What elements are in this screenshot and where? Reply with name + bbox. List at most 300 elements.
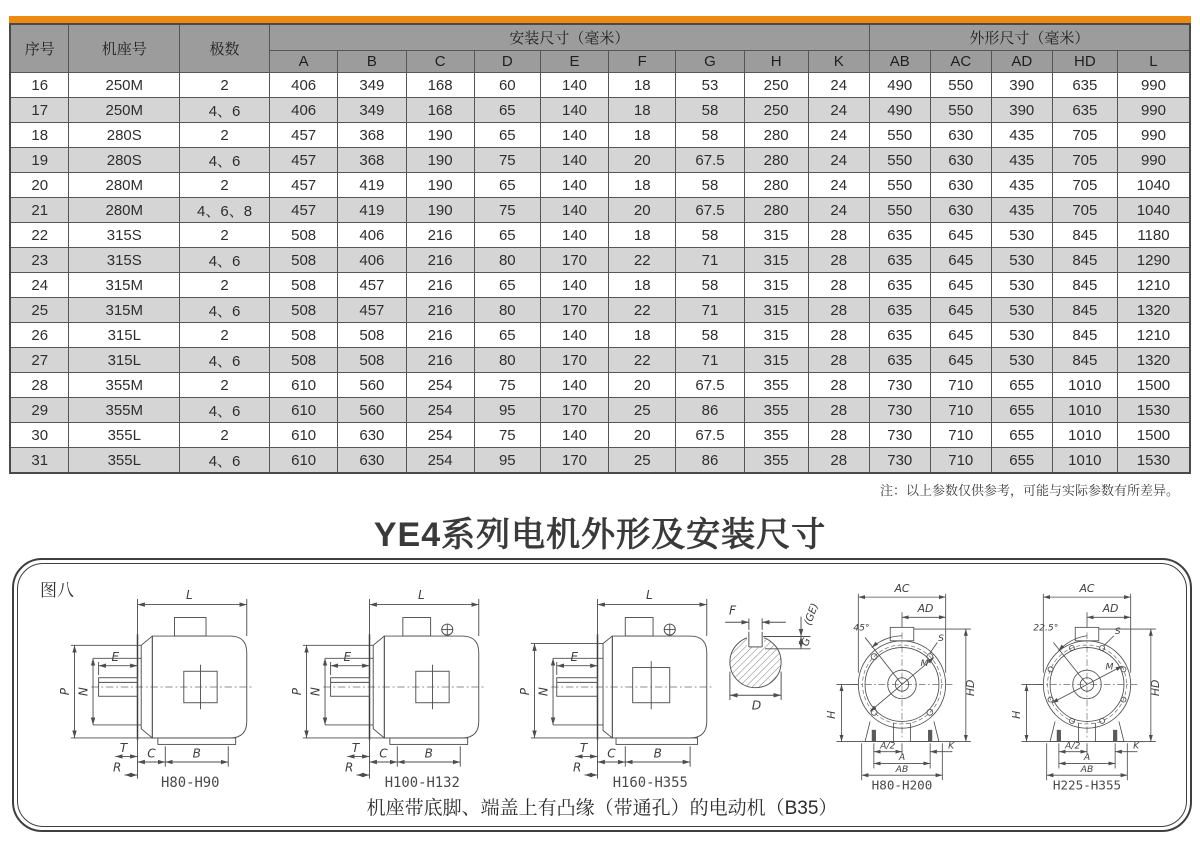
sub-header-HD: HD <box>1052 51 1117 73</box>
end-view-drawing-h80-h200 <box>818 582 986 792</box>
col-group-overall-dims: 外形尺寸（毫米） <box>869 24 1190 51</box>
dim-label-AC: AC <box>894 582 910 596</box>
dim-label-K: K <box>1133 740 1140 752</box>
table-cell: 28 <box>808 448 869 474</box>
table-cell: 20 <box>609 423 676 448</box>
table-cell: 315 <box>744 348 808 373</box>
table-cell: 24 <box>808 73 869 98</box>
table-cell: 457 <box>270 123 338 148</box>
table-cell: 2 <box>180 423 270 448</box>
table-cell: 25 <box>609 448 676 474</box>
table-cell: 23 <box>10 248 69 273</box>
end-view-label: H225-H355 <box>1052 777 1122 792</box>
end-view-drawing-h225-h355 <box>1003 582 1171 792</box>
dim-label-F: F <box>728 603 737 618</box>
table-cell: 280 <box>744 148 808 173</box>
table-cell: 75 <box>474 373 540 398</box>
dim-label-A: A <box>898 752 906 764</box>
table-cell: 315L <box>69 323 180 348</box>
table-cell: 406 <box>270 98 338 123</box>
table-cell: 71 <box>676 348 744 373</box>
table-cell: 705 <box>1052 148 1117 173</box>
table-cell: 635 <box>869 323 930 348</box>
table-cell: 2 <box>180 373 270 398</box>
table-cell: 75 <box>474 198 540 223</box>
table-cell: 86 <box>676 398 744 423</box>
table-cell: 1530 <box>1117 398 1190 423</box>
table-cell: 67.5 <box>676 423 744 448</box>
table-cell: 645 <box>930 273 991 298</box>
table-cell: 530 <box>991 223 1052 248</box>
table-cell: 990 <box>1117 123 1190 148</box>
table-cell: 710 <box>930 423 991 448</box>
table-cell: 71 <box>676 248 744 273</box>
dim-label-E: E <box>570 650 579 665</box>
table-cell: 419 <box>338 198 406 223</box>
table-cell: 845 <box>1052 323 1117 348</box>
table-cell: 140 <box>540 123 608 148</box>
col-group-install-dims: 安装尺寸（毫米） <box>270 24 870 51</box>
dim-label-H: H <box>1009 710 1023 719</box>
table-cell: 216 <box>406 248 474 273</box>
table-cell: 635 <box>869 298 930 323</box>
table-cell: 705 <box>1052 123 1117 148</box>
table-cell: 18 <box>609 323 676 348</box>
table-cell: 254 <box>406 423 474 448</box>
table-cell: 80 <box>474 248 540 273</box>
table-cell: 65 <box>474 173 540 198</box>
table-cell: 630 <box>930 148 991 173</box>
table-cell: 610 <box>270 398 338 423</box>
table-cell: 28 <box>808 348 869 373</box>
table-cell: 1010 <box>1052 423 1117 448</box>
dim-label-AC: AC <box>1079 582 1095 596</box>
table-cell: 140 <box>540 223 608 248</box>
figure-number-label: 图八 <box>40 581 74 600</box>
table-cell: 24 <box>808 148 869 173</box>
table-cell: 406 <box>338 248 406 273</box>
table-cell: 140 <box>540 148 608 173</box>
dim-label-P: P <box>517 688 532 696</box>
table-cell: 140 <box>540 98 608 123</box>
table-row <box>10 373 1190 398</box>
dim-label-M: M <box>1105 661 1114 673</box>
table-cell: 550 <box>930 98 991 123</box>
table-cell: 24 <box>808 173 869 198</box>
table-cell: 216 <box>406 348 474 373</box>
table-cell: 530 <box>991 323 1052 348</box>
table-cell: 630 <box>930 123 991 148</box>
table-cell: 550 <box>930 73 991 98</box>
table-cell: 168 <box>406 98 474 123</box>
header-row-groups <box>10 24 1190 51</box>
table-cell: 355 <box>744 398 808 423</box>
table-cell: 630 <box>338 448 406 474</box>
side-view-drawing-h160-h355 <box>516 584 729 790</box>
table-cell: 457 <box>270 148 338 173</box>
table-row <box>10 173 1190 198</box>
table-cell: 80 <box>474 348 540 373</box>
table-cell: 67.5 <box>676 373 744 398</box>
table-cell: 355L <box>69 448 180 474</box>
table-cell: 315 <box>744 323 808 348</box>
table-cell: 216 <box>406 223 474 248</box>
table-cell: 390 <box>991 98 1052 123</box>
table-cell: 75 <box>474 423 540 448</box>
figure-panel <box>12 558 1192 832</box>
table-cell: 280S <box>69 148 180 173</box>
dim-label-B: B <box>653 746 662 761</box>
table-cell: 645 <box>930 323 991 348</box>
table-cell: 645 <box>930 348 991 373</box>
table-cell: 190 <box>406 123 474 148</box>
table-cell: 53 <box>676 73 744 98</box>
table-cell: 2 <box>180 223 270 248</box>
table-cell: 28 <box>808 398 869 423</box>
table-cell: 71 <box>676 298 744 323</box>
table-cell: 216 <box>406 273 474 298</box>
table-cell: 80 <box>474 298 540 323</box>
dim-label-S: S <box>938 632 944 644</box>
dim-label-L: L <box>646 588 653 603</box>
table-cell: 710 <box>930 373 991 398</box>
dim-label-A-half: A/2 <box>880 740 896 752</box>
table-cell: 610 <box>270 423 338 448</box>
side-view-label: H80-H90 <box>161 775 220 790</box>
table-cell: 368 <box>338 148 406 173</box>
dim-label-A-half: A/2 <box>1065 740 1081 752</box>
table-cell: 168 <box>406 73 474 98</box>
table-cell: 845 <box>1052 298 1117 323</box>
table-cell: 990 <box>1117 148 1190 173</box>
dim-label-K: K <box>948 740 955 752</box>
table-cell: 58 <box>676 98 744 123</box>
table-cell: 170 <box>540 448 608 474</box>
table-cell: 710 <box>930 448 991 474</box>
table-cell: 250 <box>744 73 808 98</box>
table-cell: 645 <box>930 248 991 273</box>
table-cell: 170 <box>540 398 608 423</box>
disclaimer-note: 注：以上参数仅供参考，可能与实际参数有所差异。 <box>879 483 1179 498</box>
table-cell: 65 <box>474 98 540 123</box>
table-cell: 315S <box>69 223 180 248</box>
table-cell: 655 <box>991 373 1052 398</box>
dim-label-C: C <box>607 746 616 761</box>
table-cell: 406 <box>338 223 406 248</box>
table-cell: 4、6、8 <box>180 198 270 223</box>
table-cell: 315 <box>744 298 808 323</box>
table-cell: 28 <box>808 373 869 398</box>
table-cell: 355 <box>744 373 808 398</box>
figure-panel-inner-border <box>17 563 1187 827</box>
sub-header-A: A <box>270 51 338 73</box>
table-cell: 1320 <box>1117 298 1190 323</box>
table-cell: 60 <box>474 73 540 98</box>
table-cell: 550 <box>869 123 930 148</box>
sub-header-L: L <box>1117 51 1190 73</box>
dim-label-HD: HD <box>964 679 978 697</box>
dim-label-A: A <box>1083 752 1091 764</box>
table-cell: 24 <box>808 123 869 148</box>
table-cell: 530 <box>991 298 1052 323</box>
table-row <box>10 323 1190 348</box>
table-cell: 419 <box>338 173 406 198</box>
table-cell: 95 <box>474 448 540 474</box>
table-cell: 140 <box>540 173 608 198</box>
table-cell: 21 <box>10 198 69 223</box>
table-cell: 67.5 <box>676 198 744 223</box>
table-cell: 508 <box>270 298 338 323</box>
table-cell: 28 <box>808 248 869 273</box>
angle-annotation: 22.5° <box>1033 622 1059 634</box>
table-cell: 140 <box>540 323 608 348</box>
table-cell: 4、6 <box>180 298 270 323</box>
dim-label-L: L <box>418 588 425 603</box>
table-cell: 1010 <box>1052 448 1117 474</box>
table-cell: 315M <box>69 298 180 323</box>
table-cell: 2 <box>180 273 270 298</box>
table-cell: 635 <box>869 273 930 298</box>
table-cell: 140 <box>540 423 608 448</box>
table-cell: 4、6 <box>180 348 270 373</box>
table-cell: 355 <box>744 448 808 474</box>
figure-caption: 机座带底脚、端盖上有凸缘（带通孔）的电动机（B35） <box>366 798 838 819</box>
table-cell: 25 <box>10 298 69 323</box>
table-cell: 315 <box>744 273 808 298</box>
table-cell: 20 <box>10 173 69 198</box>
dim-label-R: R <box>112 760 122 775</box>
table-cell: 390 <box>991 73 1052 98</box>
table-cell: 216 <box>406 298 474 323</box>
table-cell: 508 <box>338 348 406 373</box>
sub-header-E: E <box>540 51 608 73</box>
table-cell: 24 <box>808 98 869 123</box>
table-cell: 635 <box>869 248 930 273</box>
sub-header-C: C <box>406 51 474 73</box>
table-cell: 254 <box>406 373 474 398</box>
table-cell: 4、6 <box>180 398 270 423</box>
table-cell: 315M <box>69 273 180 298</box>
table-cell: 645 <box>930 298 991 323</box>
table-cell: 530 <box>991 248 1052 273</box>
table-cell: 4、6 <box>180 98 270 123</box>
table-cell: 610 <box>270 448 338 474</box>
table-cell: 457 <box>338 298 406 323</box>
table-cell: 28 <box>808 273 869 298</box>
dim-label-HD: HD <box>1149 679 1163 697</box>
sub-header-AC: AC <box>930 51 991 73</box>
table-cell: 280 <box>744 123 808 148</box>
table-cell: 65 <box>474 323 540 348</box>
table-cell: 635 <box>869 348 930 373</box>
table-cell: 845 <box>1052 273 1117 298</box>
table-cell: 655 <box>991 398 1052 423</box>
sub-header-F: F <box>609 51 676 73</box>
dim-label-R: R <box>572 760 582 775</box>
dim-label-S: S <box>1114 626 1121 638</box>
dim-label-N: N <box>308 687 323 697</box>
table-cell: 140 <box>540 373 608 398</box>
table-cell: 4、6 <box>180 148 270 173</box>
col-header-frame: 机座号 <box>69 24 180 73</box>
table-cell: 990 <box>1117 98 1190 123</box>
table-row <box>10 198 1190 223</box>
table-cell: 710 <box>930 398 991 423</box>
table-cell: 655 <box>991 423 1052 448</box>
table-row <box>10 273 1190 298</box>
table-row <box>10 348 1190 373</box>
table-cell: 2 <box>180 323 270 348</box>
table-cell: 18 <box>609 223 676 248</box>
table-cell: 990 <box>1117 73 1190 98</box>
sub-header-H: H <box>744 51 808 73</box>
table-cell: 550 <box>869 198 930 223</box>
dim-label-M: M <box>920 658 929 669</box>
dim-label-AD: AD <box>917 602 934 616</box>
table-cell: 58 <box>676 273 744 298</box>
table-cell: 315S <box>69 248 180 273</box>
table-cell: 1040 <box>1117 173 1190 198</box>
table-cell: 28 <box>808 298 869 323</box>
table-cell: 705 <box>1052 198 1117 223</box>
table-cell: 254 <box>406 448 474 474</box>
table-cell: 65 <box>474 223 540 248</box>
table-cell: 2 <box>180 73 270 98</box>
table-cell: 27 <box>10 348 69 373</box>
table-cell: 435 <box>991 148 1052 173</box>
table-cell: 140 <box>540 273 608 298</box>
table-cell: 355M <box>69 373 180 398</box>
table-cell: 530 <box>991 273 1052 298</box>
table-cell: 355M <box>69 398 180 423</box>
sub-header-K: K <box>808 51 869 73</box>
table-cell: 17 <box>10 98 69 123</box>
table-cell: 18 <box>609 73 676 98</box>
table-cell: 22 <box>609 298 676 323</box>
table-cell: 25 <box>609 398 676 423</box>
table-cell: 730 <box>869 373 930 398</box>
table-row <box>10 73 1190 98</box>
table-row <box>10 248 1190 273</box>
sub-header-AB: AB <box>869 51 930 73</box>
table-cell: 2 <box>180 123 270 148</box>
table-cell: 250 <box>744 98 808 123</box>
table-cell: 22 <box>10 223 69 248</box>
table-cell: 508 <box>270 348 338 373</box>
table-cell: 216 <box>406 323 474 348</box>
table-cell: 1040 <box>1117 198 1190 223</box>
table-cell: 280 <box>744 198 808 223</box>
table-cell: 65 <box>474 123 540 148</box>
table-cell: 730 <box>869 448 930 474</box>
table-cell: 1290 <box>1117 248 1190 273</box>
table-cell: 508 <box>270 248 338 273</box>
sub-header-D: D <box>474 51 540 73</box>
table-cell: 349 <box>338 98 406 123</box>
table-cell: 349 <box>338 73 406 98</box>
table-cell: 1010 <box>1052 398 1117 423</box>
dim-label-E: E <box>111 650 120 665</box>
table-cell: 635 <box>1052 73 1117 98</box>
table-row <box>10 298 1190 323</box>
dim-label-H: H <box>824 710 838 719</box>
table-cell: 406 <box>270 73 338 98</box>
table-row <box>10 448 1190 474</box>
table-cell: 560 <box>338 373 406 398</box>
table-cell: 845 <box>1052 248 1117 273</box>
table-cell: 508 <box>270 223 338 248</box>
table-cell: 705 <box>1052 173 1117 198</box>
table-cell: 31 <box>10 448 69 474</box>
dim-label-C: C <box>147 746 156 761</box>
dim-label-B: B <box>192 746 201 761</box>
table-cell: 28 <box>808 423 869 448</box>
dim-label-N: N <box>536 687 551 697</box>
table-cell: 28 <box>808 223 869 248</box>
table-cell: 18 <box>609 123 676 148</box>
table-cell: 560 <box>338 398 406 423</box>
sub-header-G: G <box>676 51 744 73</box>
table-cell: 30 <box>10 423 69 448</box>
table-cell: 58 <box>676 173 744 198</box>
table-cell: 28 <box>10 373 69 398</box>
table-cell: 24 <box>10 273 69 298</box>
dim-label-P: P <box>57 688 72 696</box>
table-cell: 315 <box>744 223 808 248</box>
dim-label-G: G <box>799 636 814 648</box>
table-row <box>10 398 1190 423</box>
col-header-index: 序号 <box>10 24 69 73</box>
table-cell: 550 <box>869 148 930 173</box>
end-view-label: H80-H200 <box>871 777 933 792</box>
table-cell: 22 <box>609 248 676 273</box>
table-cell: 730 <box>869 423 930 448</box>
table-cell: 95 <box>474 398 540 423</box>
table-cell: 530 <box>991 348 1052 373</box>
table-cell: 645 <box>930 223 991 248</box>
spec-table-section <box>9 16 1191 556</box>
table-cell: 250M <box>69 98 180 123</box>
table-cell: 435 <box>991 173 1052 198</box>
table-row <box>10 98 1190 123</box>
table-cell: 29 <box>10 398 69 423</box>
side-view-label: H100-H132 <box>384 775 460 790</box>
table-cell: 315L <box>69 348 180 373</box>
table-cell: 65 <box>474 273 540 298</box>
table-cell: 170 <box>540 248 608 273</box>
dim-label-D: D <box>751 698 762 713</box>
table-cell: 1500 <box>1117 423 1190 448</box>
table-cell: 630 <box>930 173 991 198</box>
table-cell: 58 <box>676 223 744 248</box>
table-cell: 1210 <box>1117 323 1190 348</box>
dim-label-L: L <box>186 588 193 603</box>
dim-label-T: T <box>351 740 360 755</box>
table-cell: 86 <box>676 448 744 474</box>
table-cell: 190 <box>406 148 474 173</box>
table-cell: 20 <box>609 198 676 223</box>
table-cell: 1320 <box>1117 348 1190 373</box>
table-cell: 435 <box>991 198 1052 223</box>
dim-label-C: C <box>379 746 388 761</box>
sub-header-AD: AD <box>991 51 1052 73</box>
table-row <box>10 123 1190 148</box>
dim-label-AB: AB <box>895 763 909 775</box>
table-cell: 550 <box>869 173 930 198</box>
table-cell: 26 <box>10 323 69 348</box>
table-cell: 490 <box>869 73 930 98</box>
dim-label-R: R <box>344 760 354 775</box>
